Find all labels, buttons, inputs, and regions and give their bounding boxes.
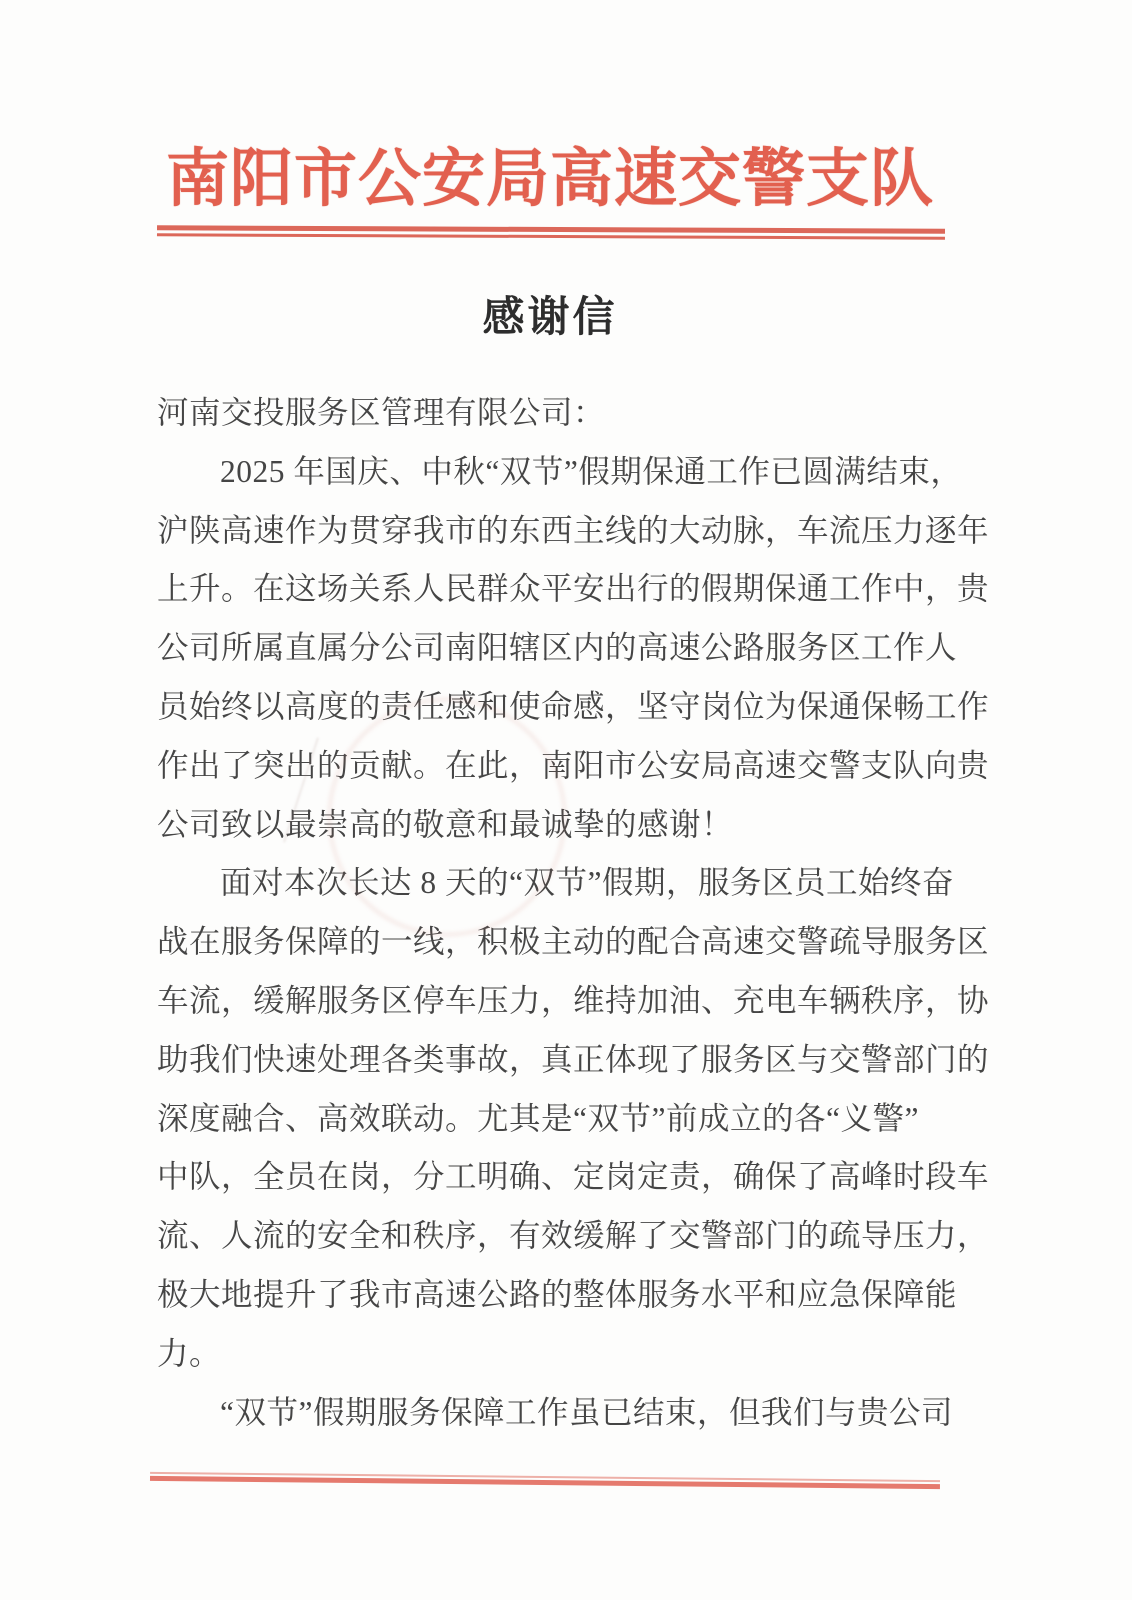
body-line: 极大地提升了我市高速公路的整体服务水平和应急保障能 — [157, 1276, 958, 1312]
body-line-recipient: 河南交投服务区管理有限公司： — [157, 395, 606, 430]
body-line: 流、人流的安全和秩序，有效缓解了交警部门的疏导压力， — [157, 1218, 990, 1254]
body-line: 助我们快速处理各类事故，真正体现了服务区与交警部门的 — [157, 1041, 990, 1077]
body-line: 作出了突出的贡献。在此，南阳市公安局高速交警支队向贵 — [157, 747, 990, 783]
body-line: 公司致以最崇高的敬意和最诚挚的感谢！ — [157, 806, 734, 842]
stamp-bleedthrough-artifact — [328, 698, 566, 936]
body-line: “双节”假期服务保障工作虽已结束，但我们与贵公司 — [220, 1394, 953, 1430]
body-line: 车流，缓解服务区停车压力，维持加油、充电车辆秩序，协 — [157, 982, 990, 1018]
body-line: 2025 年国庆、中秋“双节”假期保通工作已圆满结束， — [220, 453, 963, 489]
body-line: 员始终以高度的责任感和使命感，坚守岗位为保通保畅工作 — [157, 688, 990, 724]
body-line: 力。 — [157, 1335, 222, 1371]
body-line: 公司所属直属分公司南阳辖区内的高速公路服务区工作人 — [157, 630, 958, 666]
letterhead-title: 南阳市公安局高速交警支队 — [166, 144, 934, 214]
body-line: 上升。在这场关系人民群众平安出行的假期保通工作中，贵 — [157, 571, 990, 607]
letterhead-rule — [157, 225, 945, 239]
body-line: 沪陕高速作为贯穿我市的东西主线的大动脉，车流压力逐年 — [157, 512, 990, 548]
body-line: 面对本次长达 8 天的“双节”假期，服务区员工始终奋 — [220, 865, 954, 901]
body-line: 深度融合、高效联动。尤其是“双节”前成立的各“义警” — [157, 1100, 919, 1136]
letter-body — [157, 384, 990, 1442]
letter-title: 感谢信 — [482, 295, 618, 341]
body-line: 战在服务保障的一线，积极主动的配合高速交警疏导服务区 — [157, 924, 990, 960]
body-line: 中队，全员在岗，分工明确、定岗定责，确保了高峰时段车 — [157, 1159, 990, 1195]
